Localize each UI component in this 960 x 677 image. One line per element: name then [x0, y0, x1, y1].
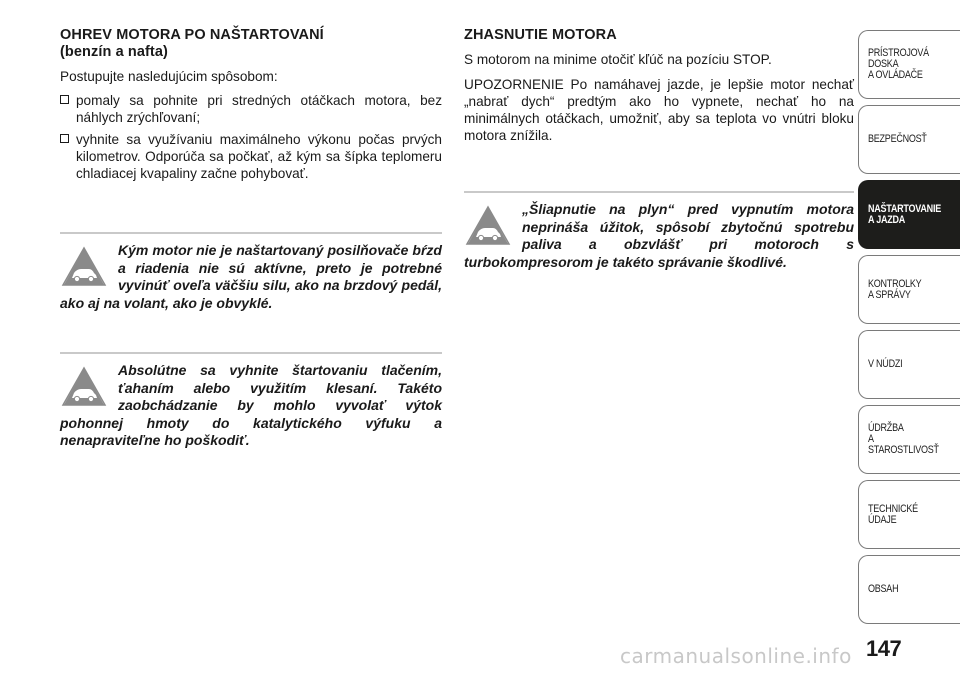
tab-v-nudzi[interactable]: V NÚDZI	[858, 330, 960, 399]
tab-kontrolky[interactable]: KONTROLKY A SPRÁVY	[858, 255, 960, 324]
tab-technicke-udaje[interactable]: TECHNICKÉ ÚDAJE	[858, 480, 960, 549]
shutdown-text: S motorom na minime otočiť kľúč na pozíciu STOP.	[464, 52, 772, 67]
warning-box-throttle	[464, 191, 854, 271]
warning-triangle-car-icon	[60, 244, 108, 288]
checkbox-bullet-icon	[60, 134, 69, 143]
tab-bezpecnost[interactable]: BEZPEČNOSŤ	[858, 105, 960, 174]
heading-line2: (benzín a nafta)	[60, 44, 168, 60]
heading-line1: OHREV MOTORA PO NAŠTARTOVANÍ	[60, 27, 324, 43]
shutdown-note: UPOZORNENIE Po namáhavej jazde, je lepšie motor nechať „nabrať dych“ predtým ako ho vypnete, nechať ho na minimálnych otáčkach, umožniť, aby sa teplota vo vnútri bloku motora znížila.	[464, 77, 854, 143]
warning-box-push-start	[60, 352, 442, 450]
warning-text: „Šliapnutie na plyn“ pred vypnutím motora neprináša úžitok, spôsobí zbytočnú spotrebu paliva a obzvlášť pri motoroch s turbokompresorom je takéto správanie škodlivé.	[464, 201, 854, 270]
page-number: 147	[866, 636, 902, 661]
tab-udrzba[interactable]: ÚDRŽBA A STAROSTLIVOSŤ	[858, 405, 960, 474]
warning-text: Kým motor nie je naštartovaný posilňovače bŕzd a riadenia nie sú aktívne, preto je potrebné vyvinúť oveľa väčšiu silu, ako na brzdový pedál, ako aj na volant, ako je obvyklé.	[60, 242, 442, 311]
intro-text: Postupujte nasledujúcim spôsobom:	[60, 69, 278, 84]
checkbox-bullet-icon	[60, 95, 69, 104]
tab-obsah[interactable]: OBSAH	[858, 555, 960, 624]
tab-pristrojova-doska[interactable]: PRÍSTROJOVÁ DOSKA A OVLÁDAČE	[858, 30, 960, 99]
list-item: pomaly sa pohnite pri stredných otáčkach motora, bez náhlych zrýchľovaní;	[60, 92, 442, 126]
section-heading-shutdown: ZHASNUTIE MOTORA	[464, 27, 617, 43]
warning-triangle-car-icon	[60, 364, 108, 408]
section-heading-warmup	[60, 27, 442, 61]
middle-column	[464, 27, 854, 144]
left-column	[60, 27, 442, 187]
watermark: carmanualsonline.info	[620, 644, 852, 668]
warning-triangle-car-icon	[464, 203, 512, 247]
list-item: vyhnite sa využívaniu maximálneho výkonu počas prvých kilometrov. Odporúča sa počkať, až kým sa šípka teplomeru chladiacej kvapaliny začne pohybovať.	[60, 131, 442, 182]
bullet-list	[60, 92, 442, 182]
warning-text: Absolútne sa vyhnite štartovaniu tlačením, ťahaním alebo využitím klesaní. Takéto zaobchádzanie by mohlo vyvolať výtok pohonnej hmoty do katalytického výfuku a nenapraviteľne ho poškodiť.	[60, 362, 442, 448]
tab-nastartovanie-a-jazda[interactable]: NAŠTARTOVANIE A JAZDA	[858, 180, 960, 249]
warning-box-brakes	[60, 232, 442, 312]
